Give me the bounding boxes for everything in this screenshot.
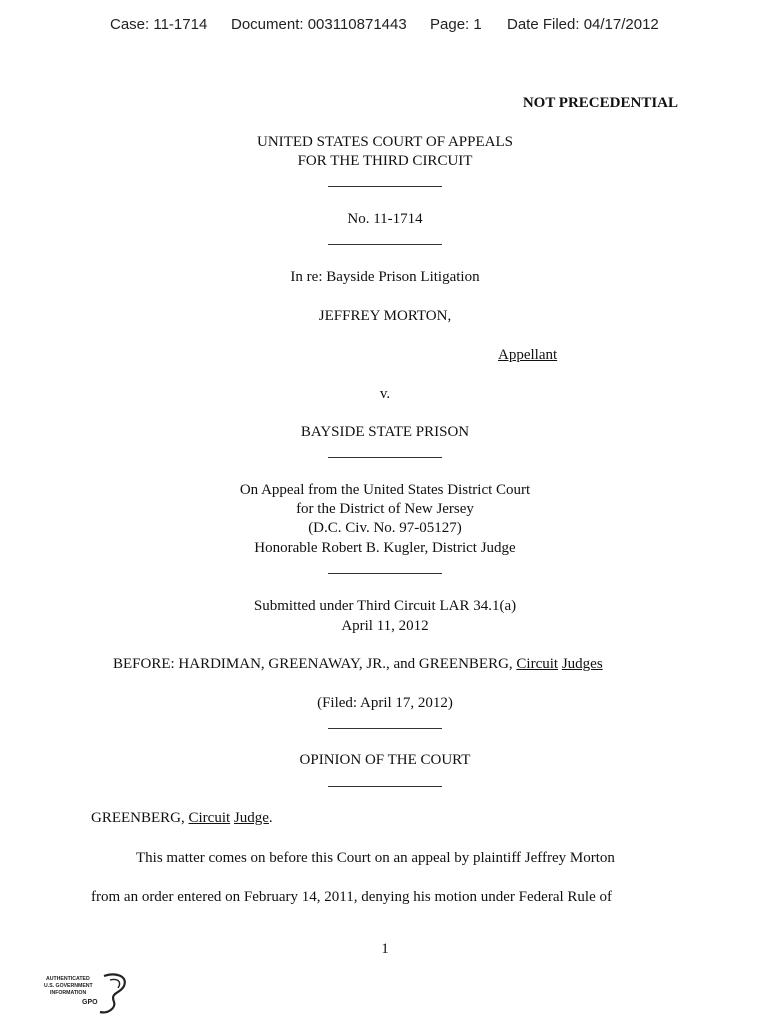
opinion-title: OPINION OF THE COURT	[299, 752, 471, 768]
submitted-line2: April 11, 2012	[341, 618, 429, 634]
author-name: GREENBERG,	[91, 810, 189, 826]
gpo-logo-text: INFORMATION	[50, 990, 87, 996]
author-period: .	[268, 810, 273, 826]
gpo-authentication-logo	[44, 972, 134, 1016]
court-name-line2: FOR THE THIRD CIRCUIT	[297, 153, 473, 169]
panel-names: BEFORE: HARDIMAN, GREENAWAY, JR., and GREENBERG,	[113, 656, 517, 672]
filed-date: (Filed: April 17, 2012)	[317, 695, 453, 711]
appeal-origin-line2: for the District of New Jersey	[296, 501, 474, 517]
divider	[328, 244, 442, 245]
header-page: Page: 1	[430, 16, 482, 33]
author-judge: Judge	[233, 810, 269, 826]
paragraph-line: This matter comes on before this Court on an appeal by plaintiff Jeffrey Morton	[136, 850, 615, 866]
divider	[328, 573, 442, 574]
opinion-author	[91, 809, 273, 828]
submitted-line1: Submitted under Third Circuit LAR 34.1(a)	[253, 598, 517, 614]
header-document: Document: 003110871443	[231, 16, 407, 33]
divider	[328, 786, 442, 787]
header-date-filed: Date Filed: 04/17/2012	[507, 16, 659, 33]
header-case: Case: 11-1714	[110, 16, 208, 33]
appeal-origin-line4: Honorable Robert B. Kugler, District Judge	[254, 540, 516, 556]
divider	[328, 457, 442, 458]
gpo-logo-text: AUTHENTICATED	[46, 976, 90, 982]
appellee-name: BAYSIDE STATE PRISON	[300, 424, 470, 440]
gpo-logo-text: U.S. GOVERNMENT	[44, 983, 93, 989]
appeal-origin-line1: On Appeal from the United States District Court	[239, 482, 531, 498]
eagle-icon	[110, 979, 120, 988]
precedential-label: NOT PRECEDENTIAL	[522, 95, 678, 111]
gpo-logo-text: GPO	[82, 999, 98, 1006]
panel-circuit: Circuit	[516, 656, 559, 672]
in-re-caption: In re: Bayside Prison Litigation	[290, 269, 480, 285]
case-number: No. 11-1714	[347, 211, 423, 227]
divider	[328, 728, 442, 729]
divider	[328, 186, 442, 187]
versus: v.	[379, 386, 391, 402]
page-number: 1	[381, 941, 389, 957]
appeal-origin-line3: (D.C. Civ. No. 97-05127)	[308, 520, 462, 536]
appellant-role: Appellant	[498, 347, 558, 363]
appellant-name: JEFFREY MORTON,	[318, 308, 452, 324]
court-name-line1: UNITED STATES COURT OF APPEALS	[257, 134, 513, 150]
panel-before	[113, 655, 603, 674]
author-circuit: Circuit	[188, 810, 231, 826]
panel-judges: Judges	[561, 656, 603, 672]
paragraph-line: from an order entered on February 14, 2011, denying his motion under Federal Rule of	[91, 889, 612, 905]
